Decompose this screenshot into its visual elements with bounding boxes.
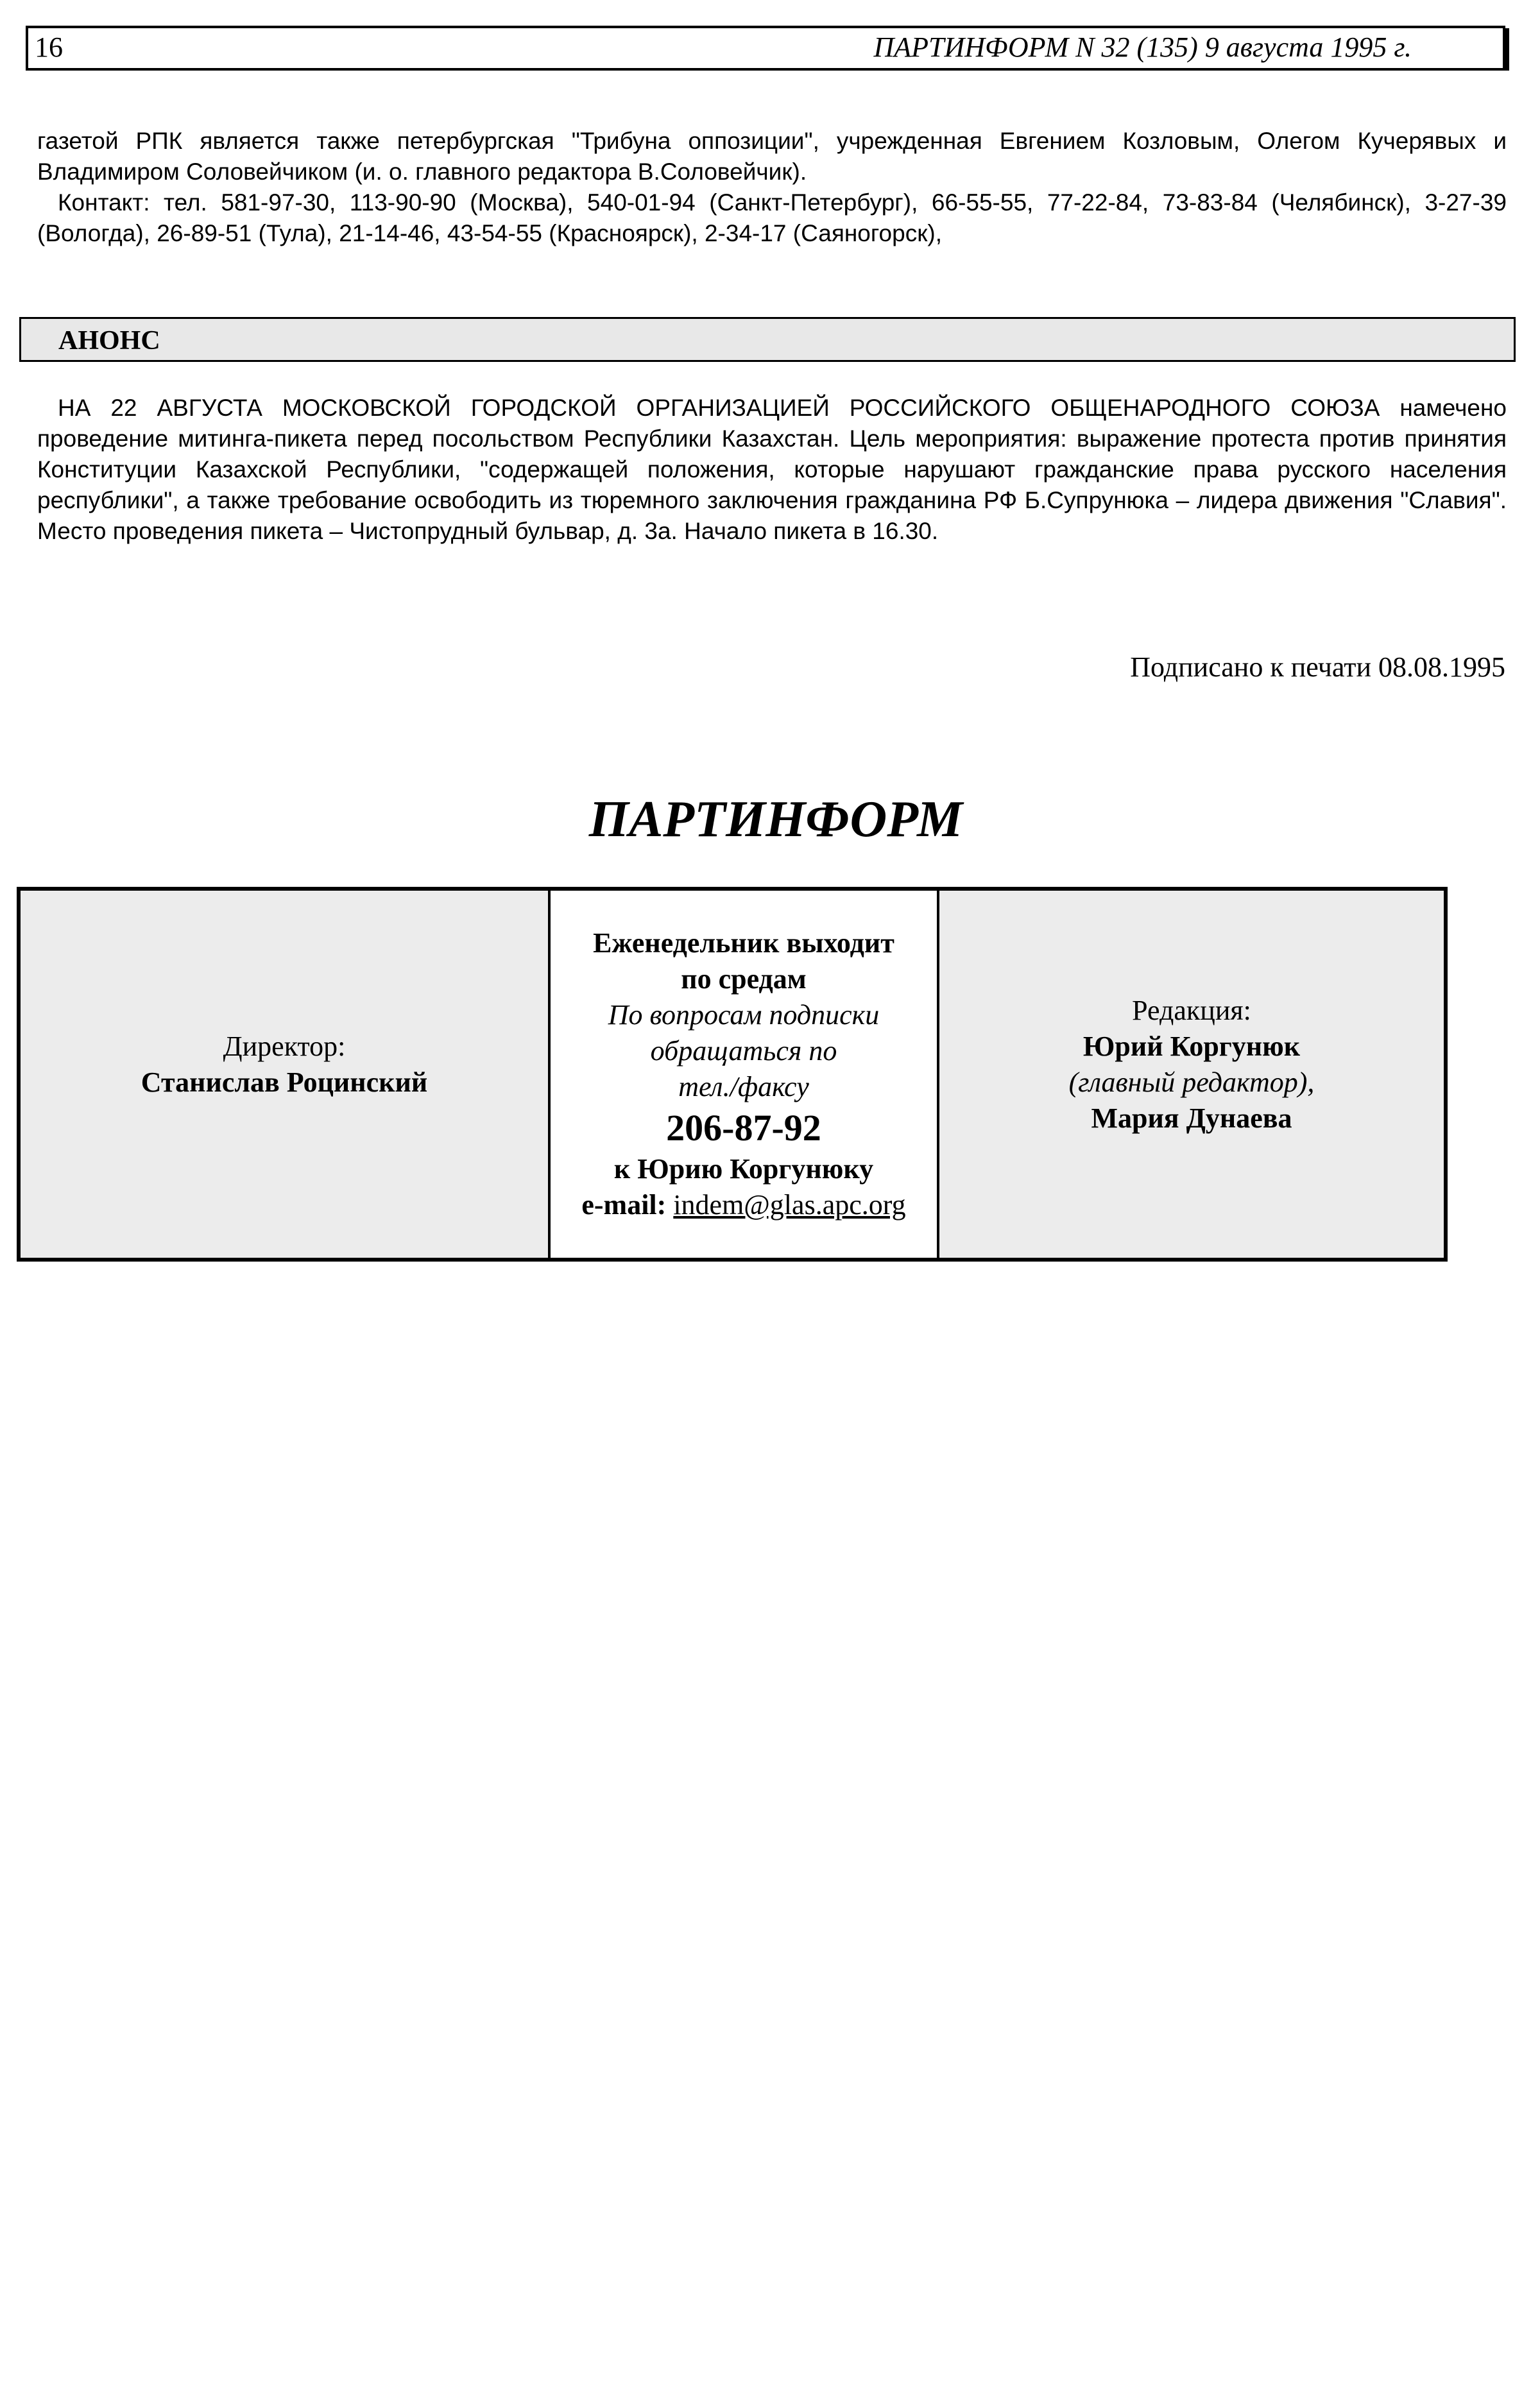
subscription-line-2: обращаться по xyxy=(650,1035,837,1067)
chief-editor-name: Юрий Коргунюк xyxy=(1082,1031,1301,1062)
email-link[interactable]: indem@glas.apc.org xyxy=(673,1189,906,1221)
editorial-cell xyxy=(939,891,1444,1258)
subscription-line-1: По вопросам подписки xyxy=(608,999,880,1031)
contact-person: к Юрию Коргунюку xyxy=(613,1153,874,1185)
director-name: Станислав Роцинский xyxy=(141,1067,428,1098)
schedule-line-2: по средам xyxy=(681,963,807,995)
schedule-cell xyxy=(551,891,939,1258)
announcement-paragraph: НА 22 АВГУСТА МОСКОВСКОЙ ГОРОДСКОЙ ОРГАНИЗАЦИЕЙ РОССИЙСКОГО ОБЩЕНАРОДНОГО СОЮЗА намечено проведение митинга-пикета перед посольством Республики Казахстан. Цель мероприятия: выражение протеста против принятия Конституции Казахской Республики, "содержащей положения, которые нарушают гражданские права русского населения республики", а также требование освободить из тюремного заключения гражданина РФ Б.Супрунюка – лидера движения "Славия". Место проведения пикета – Чистопрудный бульвар, д. 3а. Начало пикета в 16.30. xyxy=(37,395,1507,544)
email-label: e-mail: xyxy=(581,1189,667,1221)
contact-paragraph: Контакт: тел. 581-97-30, 113-90-90 (Москва), 540-01-94 (Санкт-Петербург), 66-55-55, 77-22-84, 73-83-84 (Челябинск), 3-27-39 (Вологда), 26-89-51 (Тула), 21-14-46, 43-54-55 (Красноярск), 2-34-17 (Саяногорск), xyxy=(37,189,1507,246)
phone-number: 206-87-92 xyxy=(666,1107,821,1149)
article-continued xyxy=(37,126,1507,249)
director-label: Директор: xyxy=(223,1031,346,1062)
page-header xyxy=(26,26,1505,71)
schedule-line-1: Еженедельник выходит xyxy=(593,927,894,959)
issue-info: ПАРТИНФОРМ N 32 (135) 9 августа 1995 г. xyxy=(873,31,1412,63)
announcement-body xyxy=(37,393,1507,547)
announcement-section-bar xyxy=(19,317,1516,362)
chief-editor-role: (главный редактор), xyxy=(1068,1067,1315,1098)
page-number: 16 xyxy=(35,31,63,63)
masthead-table xyxy=(17,887,1448,1262)
header-shadow xyxy=(1505,28,1509,71)
subscription-line-3: тел./факсу xyxy=(678,1071,809,1102)
email-row xyxy=(581,1187,905,1223)
masthead-title: ПАРТИНФОРМ xyxy=(588,791,963,848)
section-title: АНОНС xyxy=(58,326,160,356)
editorial-member-name: Мария Дунаева xyxy=(1091,1102,1292,1134)
article-paragraph-1: газетой РПК является также петербургская "Трибуна оппозиции", учрежденная Евгением Козловым, Олегом Кучерявых и Владимиром Соловейчиком (и. о. главного редактора В.Соловейчик). xyxy=(37,128,1507,185)
editorial-label: Редакция: xyxy=(1132,995,1251,1026)
director-cell xyxy=(21,891,551,1258)
signed-to-print: Подписано к печати 08.08.1995 xyxy=(1130,651,1505,683)
